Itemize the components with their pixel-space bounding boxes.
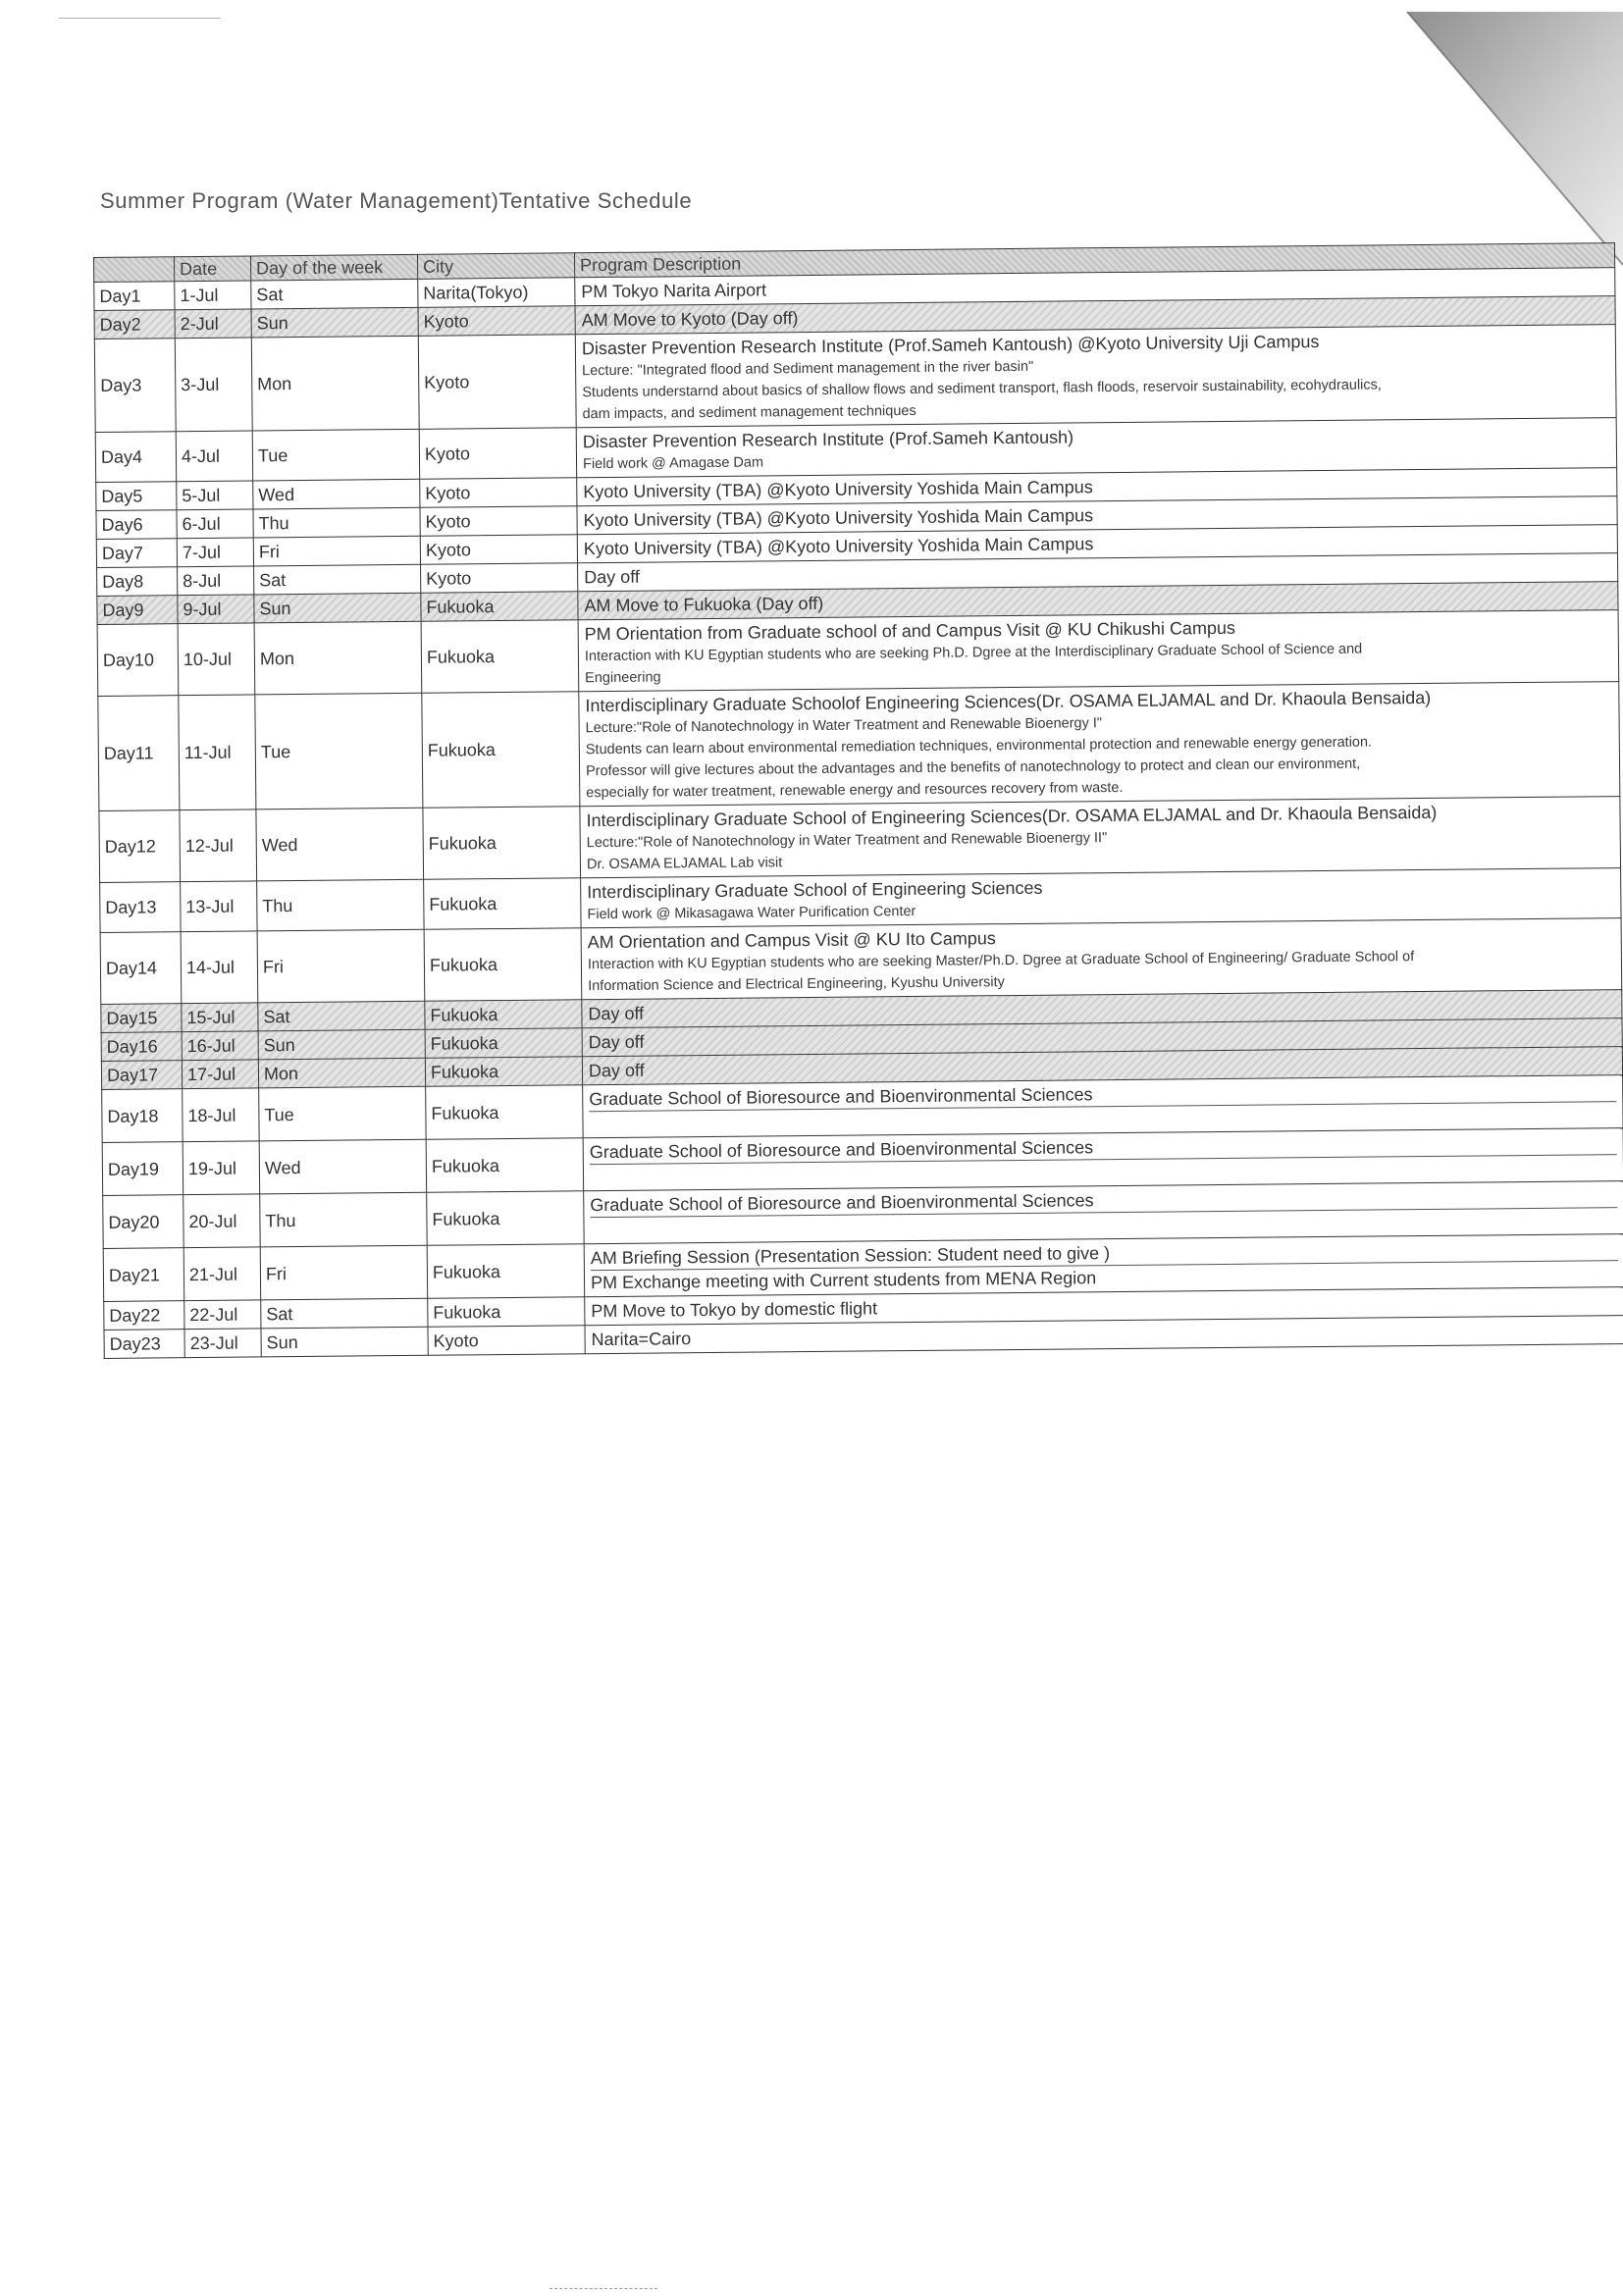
- date-cell: 18-Jul: [183, 1088, 260, 1142]
- program-description-cell: [580, 797, 1621, 878]
- day-cell: Day1: [94, 282, 175, 311]
- day-cell: Day6: [96, 510, 177, 540]
- day-cell: Day11: [98, 696, 180, 811]
- program-description-cell: [575, 325, 1616, 428]
- weekday-cell: Sat: [258, 1001, 425, 1031]
- program-line: Disaster Prevention Research Institute (Prof.Sameh Kantoush) @Kyoto University Uji Campus: [581, 332, 1320, 359]
- date-cell: 17-Jul: [182, 1060, 258, 1089]
- date-cell: 21-Jul: [183, 1247, 261, 1301]
- city-cell: Fukuoka: [425, 1028, 582, 1059]
- program-detail-line: Students can learn about environmental remediation techniques, environmental protection and renewable energy generation.: [585, 734, 1373, 758]
- date-cell: 2-Jul: [175, 309, 251, 339]
- weekday-cell: Wed: [259, 1139, 427, 1194]
- day-cell: Day13: [100, 882, 181, 933]
- program-line: Kyoto University (TBA) @Kyoto University Yoshida Main Campus: [583, 534, 1094, 559]
- date-cell: 10-Jul: [178, 623, 255, 696]
- date-cell: 4-Jul: [176, 431, 252, 482]
- day-cell: Day17: [101, 1061, 182, 1090]
- day-cell: Day7: [96, 539, 177, 568]
- program-line: Interdisciplinary Graduate School of Engineering Sciences(Dr. OSAMA ELJAMAL and Dr. Khaoula Bensaida): [586, 802, 1438, 831]
- program-line: Graduate School of Bioresource and Bioenvironmental Sciences: [589, 1084, 1093, 1110]
- weekday-cell: Mon: [258, 1058, 425, 1088]
- weekday-cell: Fri: [257, 929, 425, 1003]
- program-detail-line: Field work @ Amagase Dam: [582, 454, 764, 473]
- weekday-cell: Tue: [259, 1086, 427, 1141]
- program-line: AM Move to Kyoto (Day off): [581, 308, 799, 331]
- city-cell: Kyoto: [420, 506, 577, 537]
- city-cell: Fukuoka: [424, 928, 582, 1002]
- day-cell: Day8: [97, 567, 178, 597]
- date-cell: 5-Jul: [177, 481, 253, 510]
- day-cell: Day10: [97, 624, 179, 697]
- date-cell: 19-Jul: [183, 1141, 260, 1195]
- program-description-cell: [581, 918, 1622, 1000]
- program-line: PM Exchange meeting with Current students from MENA Region: [591, 1260, 1618, 1294]
- date-cell: 8-Jul: [178, 566, 254, 596]
- program-detail-line: Lecture: "Integrated flood and Sediment management in the river basin": [582, 358, 1034, 380]
- program-detail-line: Field work @ Mikasagawa Water Purification Center: [587, 903, 916, 923]
- program-line: Graduate School of Bioresource and Bioenvironmental Sciences: [589, 1137, 1094, 1163]
- day-cell: Day15: [101, 1004, 182, 1033]
- program-line: PM Tokyo Narita Airport: [581, 280, 767, 302]
- date-cell: 13-Jul: [181, 881, 257, 932]
- city-cell: Fukuoka: [427, 1244, 585, 1299]
- program-detail-line: Interaction with KU Egyptian students who are seeking Ph.D. Dgree at the Interdisciplinary Graduate School of Science and: [584, 641, 1363, 665]
- header-city: City: [417, 253, 574, 280]
- city-cell: Kyoto: [418, 335, 576, 430]
- day-cell: Day5: [96, 482, 177, 511]
- weekday-cell: Thu: [257, 879, 424, 931]
- city-cell: Fukuoka: [426, 1085, 584, 1140]
- program-detail-line: Interaction with KU Egyptian students who are seeking Master/Ph.D. Dgree at Graduate School of Engineering/ Graduate School of: [587, 949, 1415, 973]
- city-cell: Fukuoka: [423, 807, 581, 880]
- program-detail-line: Lecture:"Role of Nanotechnology in Water Treatment and Renewable Bioenergy I": [585, 715, 1103, 737]
- day-cell: Day12: [99, 810, 181, 883]
- weekday-cell: Mon: [254, 621, 422, 695]
- page-title: Summer Program (Water Management)Tentative Schedule: [100, 188, 693, 213]
- program-detail-line: Dr. OSAMA ELJAMAL Lab visit: [586, 855, 783, 873]
- day-cell: Day3: [94, 339, 176, 433]
- weekday-cell: Tue: [252, 429, 419, 481]
- city-cell: Fukuoka: [421, 620, 579, 694]
- date-cell: 11-Jul: [179, 695, 256, 810]
- weekday-cell: Wed: [256, 808, 424, 881]
- weekday-cell: Wed: [253, 479, 420, 509]
- city-cell: Fukuoka: [424, 878, 581, 930]
- weekday-cell: Sun: [254, 593, 421, 623]
- program-line: AM Orientation and Campus Visit @ KU Ito Campus: [587, 928, 996, 953]
- city-cell: Fukuoka: [425, 1057, 582, 1087]
- program-line: Day off: [588, 1003, 645, 1024]
- program-detail-line: Students understarnd about basics of shallow flows and sediment transport, flash floods, reservoir sustainability, ecohydraulics,: [582, 377, 1382, 401]
- city-cell: Narita(Tokyo): [418, 278, 575, 308]
- city-cell: Kyoto: [418, 306, 575, 337]
- city-cell: Fukuoka: [426, 1138, 584, 1193]
- weekday-cell: Sun: [258, 1029, 425, 1060]
- header-date: Date: [175, 256, 251, 282]
- day-cell: Day4: [95, 432, 176, 483]
- day-cell: Day18: [102, 1089, 183, 1143]
- city-cell: Kyoto: [420, 478, 577, 508]
- program-line: Day off: [588, 1031, 645, 1053]
- program-line: Graduate School of Bioresource and Bioenvironmental Sciences: [590, 1190, 1094, 1216]
- program-line: AM Briefing Session (Presentation Session: Student need to give ): [590, 1243, 1111, 1269]
- city-cell: Kyoto: [419, 428, 576, 480]
- city-cell: Fukuoka: [422, 692, 580, 809]
- day-cell: Day2: [94, 310, 175, 339]
- date-cell: 16-Jul: [182, 1031, 258, 1061]
- date-cell: 22-Jul: [184, 1300, 261, 1330]
- date-cell: 1-Jul: [175, 281, 251, 310]
- program-description-cell: [578, 610, 1619, 692]
- program-line: PM Orientation from Graduate school of and Campus Visit @ KU Chikushi Campus: [584, 617, 1236, 645]
- city-cell: Fukuoka: [427, 1191, 585, 1246]
- day-cell: Day20: [103, 1195, 184, 1249]
- day-cell: Day21: [103, 1248, 184, 1302]
- program-line: Kyoto University (TBA) @Kyoto University Yoshida Main Campus: [583, 505, 1094, 531]
- scan-edge-mark: [550, 2288, 657, 2289]
- program-line: Kyoto University (TBA) @Kyoto University Yoshida Main Campus: [583, 477, 1093, 502]
- weekday-cell: Sat: [251, 279, 418, 309]
- weekday-cell: Thu: [253, 507, 420, 538]
- program-line: Interdisciplinary Graduate School of Engineering Sciences: [587, 877, 1043, 903]
- weekday-cell: Tue: [255, 693, 423, 809]
- header-day: [94, 257, 175, 283]
- date-cell: 9-Jul: [178, 595, 254, 624]
- date-cell: 12-Jul: [180, 809, 257, 882]
- city-cell: Fukuoka: [421, 592, 578, 622]
- city-cell: Fukuoka: [425, 1000, 582, 1030]
- city-cell: Kyoto: [421, 563, 578, 594]
- city-cell: Kyoto: [420, 535, 577, 565]
- city-cell: Kyoto: [428, 1326, 585, 1356]
- date-cell: 15-Jul: [182, 1003, 258, 1032]
- program-detail-line: especially for water treatment, renewable energy and resources recovery from waste.: [586, 779, 1124, 802]
- program-line: AM Move to Fukuoka (Day off): [584, 593, 824, 616]
- schedule-table: [93, 242, 1623, 1359]
- program-detail-line: Information Science and Electrical Engineering, Kyushu University: [588, 974, 1005, 995]
- table-row: [94, 325, 1616, 433]
- scan-edge-line: [59, 18, 221, 19]
- date-cell: 14-Jul: [181, 931, 258, 1004]
- weekday-cell: Thu: [260, 1192, 428, 1247]
- day-cell: Day16: [101, 1032, 182, 1062]
- day-cell: Day14: [100, 932, 182, 1005]
- program-detail-line: dam impacts, and sediment management techniques: [582, 402, 916, 423]
- program-description-cell: [579, 682, 1620, 807]
- day-cell: Day23: [104, 1330, 184, 1359]
- date-cell: 6-Jul: [177, 509, 253, 539]
- weekday-cell: Mon: [251, 336, 419, 431]
- weekday-cell: Sat: [254, 564, 421, 595]
- schedule-body: [94, 268, 1623, 1359]
- day-cell: Day9: [97, 596, 178, 625]
- date-cell: 23-Jul: [184, 1329, 261, 1358]
- program-detail-line: Professor will give lectures about the advantages and the benefits of nanotechnology to protect and clean our environment,: [585, 756, 1361, 780]
- table-row: [98, 682, 1620, 811]
- program-line: Day off: [588, 1060, 645, 1081]
- program-line: Interdisciplinary Graduate Schoolof Engineering Sciences(Dr. OSAMA ELJAMAL and Dr. Khaoula Bensaida): [585, 687, 1432, 716]
- program-line: PM Move to Tokyo by domestic flight: [591, 1298, 878, 1322]
- city-cell: Fukuoka: [428, 1297, 585, 1328]
- header-weekday: Day of the week: [250, 254, 417, 281]
- weekday-cell: Fri: [253, 536, 420, 566]
- program-detail-line: Lecture:"Role of Nanotechnology in Water Treatment and Renewable Bioenergy II": [586, 830, 1108, 852]
- weekday-cell: Sat: [261, 1298, 428, 1329]
- day-cell: Day19: [102, 1142, 183, 1196]
- program-line: Disaster Prevention Research Institute (Prof.Sameh Kantoush): [582, 427, 1074, 452]
- weekday-cell: Fri: [260, 1245, 428, 1300]
- program-line: Narita=Cairo: [591, 1329, 692, 1350]
- program-detail-line: Engineering: [585, 669, 661, 687]
- date-cell: 20-Jul: [183, 1194, 261, 1248]
- date-cell: 3-Jul: [175, 338, 252, 432]
- day-cell: Day22: [104, 1301, 184, 1331]
- date-cell: 7-Jul: [177, 538, 253, 567]
- program-line: Day off: [584, 566, 640, 588]
- weekday-cell: Sun: [251, 307, 418, 338]
- header-program-description: Program Description: [574, 243, 1614, 278]
- weekday-cell: Sun: [261, 1327, 428, 1357]
